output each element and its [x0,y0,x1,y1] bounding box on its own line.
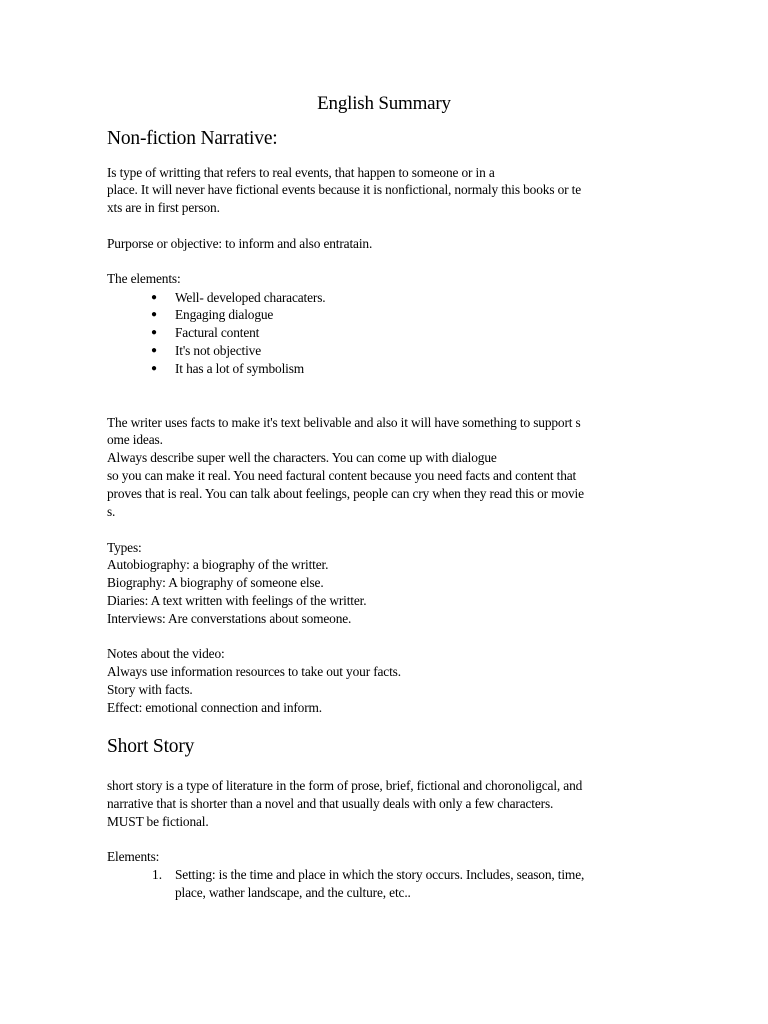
list-item: Engaging dialogue [175,307,274,322]
list-item: Factural content [175,325,260,340]
bullet-icon: ● [151,292,158,303]
notes-label: Notes about the video: [107,646,225,661]
paragraph-line: narrative that is shorter than a novel and that usually deals with only a few characters. [107,796,554,811]
type-line: Diaries: A text written with feelings of the writter. [107,593,367,608]
paragraph-line: Always describe super well the characters. You can come up with dialogue [107,450,497,465]
paragraph-line: ome ideas. [107,432,163,447]
elements-label: Elements: [107,849,160,864]
bullet-icon: ● [151,309,158,320]
list-number: 1. [152,867,163,882]
section-heading-short-story: Short Story [107,736,195,757]
paragraph-line: so you can make it real. You need factural content because you need facts and content that [107,468,577,483]
note-line: Effect: emotional connection and inform. [107,700,322,715]
type-line: Biography: A biography of someone else. [107,575,324,590]
section-heading-nonfiction: Non-fiction Narrative: [107,128,278,149]
list-item: It has a lot of symbolism [175,361,305,376]
numbered-item-line: place, wather landscape, and the culture, etc.. [175,885,411,900]
note-line: Story with facts. [107,682,193,697]
paragraph-line: Is type of writting that refers to real events, that happen to someone or in a [107,165,495,180]
list-item: It's not objective [175,343,261,358]
list-item: Well- developed characaters. [175,290,326,305]
paragraph-line: The writer uses facts to make it's text belivable and also it will have something to support s [107,415,581,430]
paragraph-line: MUST be fictional. [107,814,209,829]
bullet-icon: ● [151,363,158,374]
paragraph-line: proves that is real. You can talk about feelings, people can cry when they read this or movie [107,486,584,501]
note-line: Always use information resources to take out your facts. [107,664,401,679]
purpose-line: Purporse or objective: to inform and also entratain. [107,236,373,251]
elements-label: The elements: [107,271,181,286]
type-line: Interviews: Are converstations about someone. [107,611,352,626]
numbered-item-line: Setting: is the time and place in which the story occurs. Includes, season, time, [175,867,585,882]
paragraph-line: s. [107,504,116,519]
type-line: Autobiography: a biography of the writter. [107,557,329,572]
bullet-icon: ● [151,327,158,338]
types-label: Types: [107,540,142,555]
bullet-icon: ● [151,345,158,356]
paragraph-line: xts are in first person. [107,200,220,215]
paragraph-line: place. It will never have fictional events because it is nonfictional, normaly this books or te [107,182,581,197]
paragraph-line: short story is a type of literature in the form of prose, brief, fictional and choronoligcal, and [107,778,583,793]
document-title: English Summary [317,93,451,114]
